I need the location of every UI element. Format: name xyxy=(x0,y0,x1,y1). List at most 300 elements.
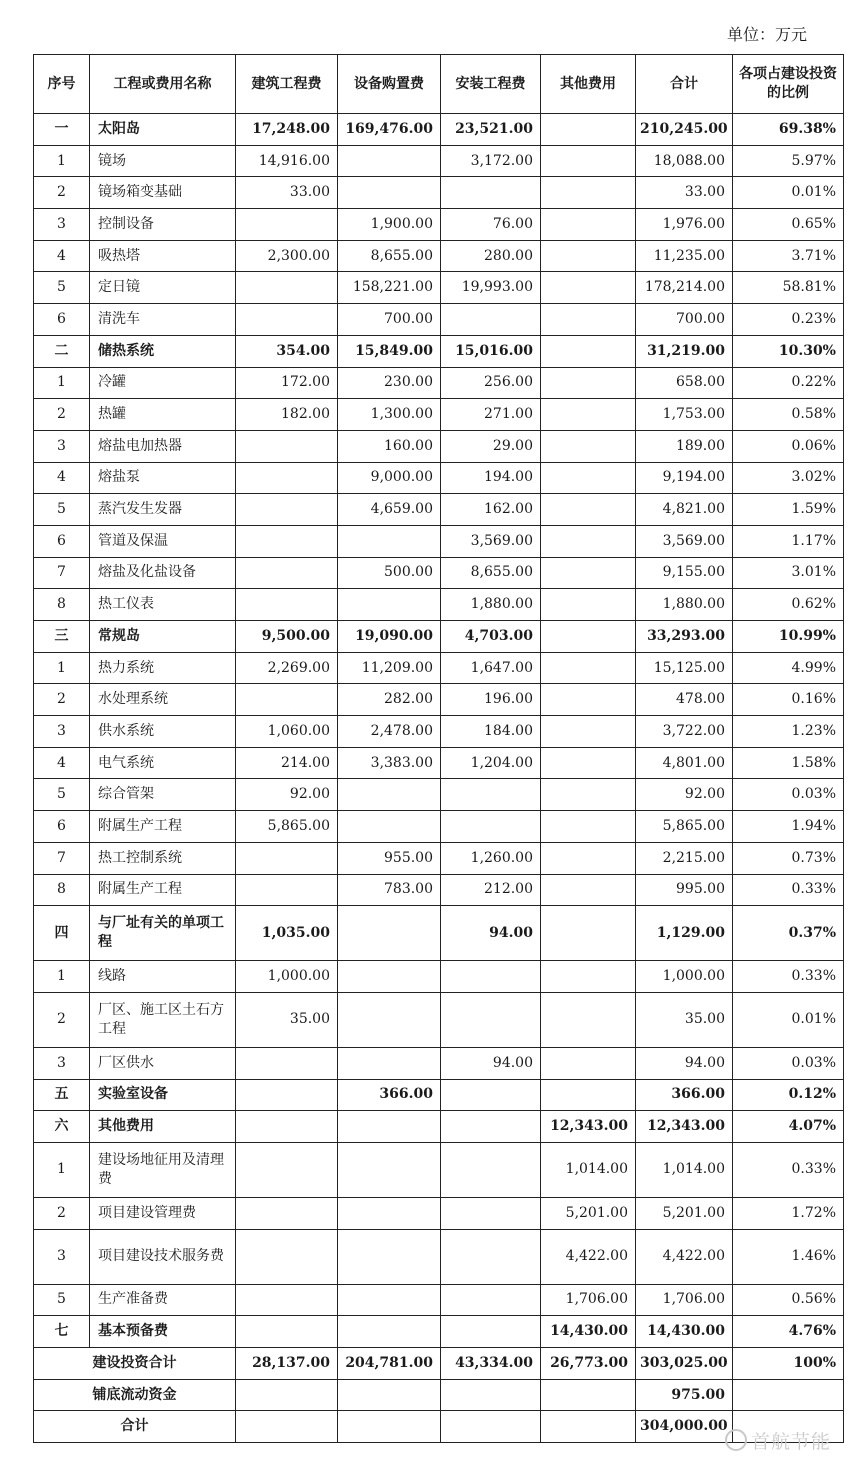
row-pct: 0.65% xyxy=(733,209,844,241)
row-no: 二 xyxy=(34,335,90,367)
row-name: 熔盐电加热器 xyxy=(90,430,236,462)
summary-install xyxy=(441,1379,541,1411)
row-install: 280.00 xyxy=(441,240,541,272)
row-no: 四 xyxy=(34,906,90,961)
row-pct: 0.33% xyxy=(733,961,844,993)
row-total: 5,201.00 xyxy=(636,1197,733,1229)
header-pct: 各项占建设投资的比例 xyxy=(733,55,844,114)
table-row xyxy=(34,1079,844,1111)
row-other xyxy=(541,494,636,526)
table-row xyxy=(34,114,844,146)
row-name: 控制设备 xyxy=(90,209,236,241)
row-equip: 230.00 xyxy=(338,367,441,399)
row-total: 33,293.00 xyxy=(636,621,733,653)
row-pct: 4.76% xyxy=(733,1316,844,1348)
row-install: 1,204.00 xyxy=(441,747,541,779)
row-name: 附属生产工程 xyxy=(90,874,236,906)
summary-total: 304,000.00 xyxy=(636,1411,733,1443)
row-other xyxy=(541,589,636,621)
row-total: 995.00 xyxy=(636,874,733,906)
row-pct: 1.23% xyxy=(733,716,844,748)
row-build xyxy=(236,430,338,462)
table-row xyxy=(34,992,844,1047)
row-other xyxy=(541,906,636,961)
summary-row xyxy=(34,1411,844,1443)
row-equip xyxy=(338,1284,441,1316)
row-total: 4,821.00 xyxy=(636,494,733,526)
row-name: 热工仪表 xyxy=(90,589,236,621)
summary-equip xyxy=(338,1411,441,1443)
row-no: 1 xyxy=(34,1142,90,1197)
row-build xyxy=(236,1284,338,1316)
row-no: 七 xyxy=(34,1316,90,1348)
row-name: 线路 xyxy=(90,961,236,993)
row-pct: 0.01% xyxy=(733,177,844,209)
row-name: 熔盐泵 xyxy=(90,462,236,494)
row-equip: 11,209.00 xyxy=(338,652,441,684)
row-no: 6 xyxy=(34,525,90,557)
row-no: 5 xyxy=(34,494,90,526)
row-install: 1,260.00 xyxy=(441,842,541,874)
row-name: 太阳岛 xyxy=(90,114,236,146)
row-name: 供水系统 xyxy=(90,716,236,748)
row-equip: 19,090.00 xyxy=(338,621,441,653)
row-build xyxy=(236,272,338,304)
table-row xyxy=(34,1316,844,1348)
watermark-text: 首航节能 xyxy=(750,1431,831,1453)
header-name: 工程或费用名称 xyxy=(90,55,236,114)
row-other xyxy=(541,779,636,811)
row-install xyxy=(441,1111,541,1143)
table-row xyxy=(34,272,844,304)
row-pct: 0.01% xyxy=(733,992,844,1047)
row-no: 4 xyxy=(34,462,90,494)
table-row xyxy=(34,1197,844,1229)
row-install: 162.00 xyxy=(441,494,541,526)
row-pct: 1.46% xyxy=(733,1229,844,1284)
summary-pct xyxy=(733,1379,844,1411)
row-no: 4 xyxy=(34,240,90,272)
row-other: 1,014.00 xyxy=(541,1142,636,1197)
row-equip: 282.00 xyxy=(338,684,441,716)
table-row xyxy=(34,209,844,241)
table-row xyxy=(34,961,844,993)
row-install: 8,655.00 xyxy=(441,557,541,589)
row-name: 电气系统 xyxy=(90,747,236,779)
row-equip xyxy=(338,525,441,557)
row-equip xyxy=(338,145,441,177)
row-equip xyxy=(338,1316,441,1348)
row-name: 项目建设管理费 xyxy=(90,1197,236,1229)
summary-label: 铺底流动资金 xyxy=(34,1379,236,1411)
row-no: 五 xyxy=(34,1079,90,1111)
row-name: 其他费用 xyxy=(90,1111,236,1143)
row-install: 3,172.00 xyxy=(441,145,541,177)
row-total: 2,215.00 xyxy=(636,842,733,874)
row-name: 与厂址有关的单项工程 xyxy=(90,906,236,961)
row-name: 储热系统 xyxy=(90,335,236,367)
row-no: 7 xyxy=(34,842,90,874)
row-pct: 0.06% xyxy=(733,430,844,462)
table-row xyxy=(34,779,844,811)
row-total: 658.00 xyxy=(636,367,733,399)
row-equip: 15,849.00 xyxy=(338,335,441,367)
table-row xyxy=(34,652,844,684)
row-build: 17,248.00 xyxy=(236,114,338,146)
row-equip xyxy=(338,1142,441,1197)
row-no: 3 xyxy=(34,209,90,241)
row-other xyxy=(541,145,636,177)
summary-pct: 100% xyxy=(733,1348,844,1380)
row-total: 210,245.00 xyxy=(636,114,733,146)
summary-build xyxy=(236,1379,338,1411)
row-no: 5 xyxy=(34,1284,90,1316)
row-install xyxy=(441,1284,541,1316)
summary-row xyxy=(34,1379,844,1411)
header-build: 建筑工程费 xyxy=(236,55,338,114)
row-install xyxy=(441,1142,541,1197)
row-other: 14,430.00 xyxy=(541,1316,636,1348)
row-no: 3 xyxy=(34,716,90,748)
row-equip xyxy=(338,992,441,1047)
row-total: 5,865.00 xyxy=(636,811,733,843)
row-build: 354.00 xyxy=(236,335,338,367)
row-pct: 3.01% xyxy=(733,557,844,589)
row-equip xyxy=(338,1197,441,1229)
row-no: 2 xyxy=(34,684,90,716)
table-row xyxy=(34,462,844,494)
row-name: 清洗车 xyxy=(90,304,236,336)
row-install: 184.00 xyxy=(441,716,541,748)
row-build xyxy=(236,684,338,716)
row-pct: 0.62% xyxy=(733,589,844,621)
summary-label: 合计 xyxy=(34,1411,236,1443)
summary-label: 建设投资合计 xyxy=(34,1348,236,1380)
row-no: 2 xyxy=(34,1197,90,1229)
row-no: 3 xyxy=(34,1047,90,1079)
row-equip xyxy=(338,1047,441,1079)
row-other xyxy=(541,684,636,716)
row-no: 2 xyxy=(34,399,90,431)
row-other xyxy=(541,874,636,906)
row-pct: 10.30% xyxy=(733,335,844,367)
row-total: 478.00 xyxy=(636,684,733,716)
row-other xyxy=(541,430,636,462)
row-equip: 160.00 xyxy=(338,430,441,462)
row-other: 4,422.00 xyxy=(541,1229,636,1284)
row-no: 7 xyxy=(34,557,90,589)
row-pct: 0.37% xyxy=(733,906,844,961)
row-total: 1,706.00 xyxy=(636,1284,733,1316)
row-pct: 0.33% xyxy=(733,874,844,906)
row-no: 六 xyxy=(34,1111,90,1143)
row-build xyxy=(236,209,338,241)
row-install xyxy=(441,1229,541,1284)
row-equip: 4,659.00 xyxy=(338,494,441,526)
row-name: 附属生产工程 xyxy=(90,811,236,843)
row-install: 29.00 xyxy=(441,430,541,462)
row-equip xyxy=(338,961,441,993)
row-name: 镜场箱变基础 xyxy=(90,177,236,209)
row-build: 2,269.00 xyxy=(236,652,338,684)
row-total: 33.00 xyxy=(636,177,733,209)
row-other xyxy=(541,335,636,367)
row-install: 194.00 xyxy=(441,462,541,494)
table-row xyxy=(34,1229,844,1284)
row-build: 172.00 xyxy=(236,367,338,399)
table-row xyxy=(34,811,844,843)
row-build xyxy=(236,1142,338,1197)
table-row xyxy=(34,874,844,906)
row-build xyxy=(236,494,338,526)
row-equip: 1,900.00 xyxy=(338,209,441,241)
table-row xyxy=(34,367,844,399)
row-total: 1,753.00 xyxy=(636,399,733,431)
row-other xyxy=(541,367,636,399)
row-install xyxy=(441,811,541,843)
row-pct: 0.22% xyxy=(733,367,844,399)
row-no: 一 xyxy=(34,114,90,146)
row-build xyxy=(236,1111,338,1143)
row-build: 1,035.00 xyxy=(236,906,338,961)
table-row xyxy=(34,304,844,336)
row-build xyxy=(236,842,338,874)
table-row xyxy=(34,557,844,589)
row-install xyxy=(441,177,541,209)
row-other xyxy=(541,747,636,779)
row-build: 2,300.00 xyxy=(236,240,338,272)
row-other xyxy=(541,399,636,431)
row-pct: 0.58% xyxy=(733,399,844,431)
row-total: 4,422.00 xyxy=(636,1229,733,1284)
summary-equip xyxy=(338,1379,441,1411)
summary-other xyxy=(541,1411,636,1443)
row-no: 6 xyxy=(34,304,90,336)
row-install: 196.00 xyxy=(441,684,541,716)
row-build xyxy=(236,874,338,906)
row-no: 2 xyxy=(34,992,90,1047)
row-pct: 0.23% xyxy=(733,304,844,336)
row-total: 3,722.00 xyxy=(636,716,733,748)
row-pct: 1.59% xyxy=(733,494,844,526)
row-other xyxy=(541,304,636,336)
row-no: 5 xyxy=(34,272,90,304)
row-total: 12,343.00 xyxy=(636,1111,733,1143)
row-build xyxy=(236,1229,338,1284)
row-build xyxy=(236,1197,338,1229)
row-install: 94.00 xyxy=(441,1047,541,1079)
row-total: 14,430.00 xyxy=(636,1316,733,1348)
row-install: 15,016.00 xyxy=(441,335,541,367)
row-no: 三 xyxy=(34,621,90,653)
row-equip: 955.00 xyxy=(338,842,441,874)
row-other xyxy=(541,961,636,993)
row-build: 1,000.00 xyxy=(236,961,338,993)
row-install xyxy=(441,779,541,811)
row-build: 1,060.00 xyxy=(236,716,338,748)
row-no: 3 xyxy=(34,1229,90,1284)
row-other xyxy=(541,240,636,272)
row-no: 1 xyxy=(34,652,90,684)
row-build xyxy=(236,304,338,336)
row-name: 综合管架 xyxy=(90,779,236,811)
row-total: 9,155.00 xyxy=(636,557,733,589)
row-equip: 700.00 xyxy=(338,304,441,336)
row-install xyxy=(441,304,541,336)
row-other xyxy=(541,1047,636,1079)
wechat-icon xyxy=(725,1429,747,1451)
summary-build xyxy=(236,1411,338,1443)
row-build: 14,916.00 xyxy=(236,145,338,177)
row-name: 厂区供水 xyxy=(90,1047,236,1079)
row-no: 2 xyxy=(34,177,90,209)
row-no: 4 xyxy=(34,747,90,779)
row-no: 1 xyxy=(34,961,90,993)
table-row xyxy=(34,906,844,961)
summary-total: 975.00 xyxy=(636,1379,733,1411)
row-pct: 69.38% xyxy=(733,114,844,146)
row-equip: 3,383.00 xyxy=(338,747,441,779)
row-no: 8 xyxy=(34,589,90,621)
row-equip: 500.00 xyxy=(338,557,441,589)
row-total: 31,219.00 xyxy=(636,335,733,367)
row-install xyxy=(441,1079,541,1111)
row-other: 12,343.00 xyxy=(541,1111,636,1143)
table-row xyxy=(34,1284,844,1316)
table-row xyxy=(34,399,844,431)
row-pct: 3.02% xyxy=(733,462,844,494)
row-pct: 1.94% xyxy=(733,811,844,843)
row-pct: 0.16% xyxy=(733,684,844,716)
row-no: 3 xyxy=(34,430,90,462)
row-name: 热力系统 xyxy=(90,652,236,684)
row-other: 1,706.00 xyxy=(541,1284,636,1316)
row-install: 94.00 xyxy=(441,906,541,961)
row-no: 5 xyxy=(34,779,90,811)
row-equip xyxy=(338,811,441,843)
row-total: 700.00 xyxy=(636,304,733,336)
row-name: 厂区、施工区土石方工程 xyxy=(90,992,236,1047)
row-other xyxy=(541,1079,636,1111)
row-build: 182.00 xyxy=(236,399,338,431)
row-install: 76.00 xyxy=(441,209,541,241)
row-other xyxy=(541,114,636,146)
row-pct: 1.58% xyxy=(733,747,844,779)
header-total: 合计 xyxy=(636,55,733,114)
row-equip xyxy=(338,589,441,621)
row-install: 256.00 xyxy=(441,367,541,399)
row-build: 9,500.00 xyxy=(236,621,338,653)
row-pct: 5.97% xyxy=(733,145,844,177)
row-total: 366.00 xyxy=(636,1079,733,1111)
row-other: 5,201.00 xyxy=(541,1197,636,1229)
row-install: 19,993.00 xyxy=(441,272,541,304)
row-build xyxy=(236,589,338,621)
row-total: 1,014.00 xyxy=(636,1142,733,1197)
summary-other xyxy=(541,1379,636,1411)
row-name: 热工控制系统 xyxy=(90,842,236,874)
row-install xyxy=(441,992,541,1047)
row-other xyxy=(541,525,636,557)
row-equip: 169,476.00 xyxy=(338,114,441,146)
row-equip: 783.00 xyxy=(338,874,441,906)
summary-row xyxy=(34,1348,844,1380)
row-equip xyxy=(338,779,441,811)
row-name: 熔盐及化盐设备 xyxy=(90,557,236,589)
row-equip: 8,655.00 xyxy=(338,240,441,272)
row-pct: 58.81% xyxy=(733,272,844,304)
unit-label: 单位：万元 xyxy=(726,25,807,44)
row-total: 9,194.00 xyxy=(636,462,733,494)
table-row xyxy=(34,589,844,621)
row-pct: 1.17% xyxy=(733,525,844,557)
row-other xyxy=(541,811,636,843)
header-install: 安装工程费 xyxy=(441,55,541,114)
watermark xyxy=(725,1427,831,1454)
row-no: 6 xyxy=(34,811,90,843)
row-pct: 0.56% xyxy=(733,1284,844,1316)
row-total: 4,801.00 xyxy=(636,747,733,779)
table-row xyxy=(34,842,844,874)
row-other xyxy=(541,462,636,494)
row-name: 项目建设技术服务费 xyxy=(90,1229,236,1284)
row-no: 1 xyxy=(34,367,90,399)
row-pct: 0.33% xyxy=(733,1142,844,1197)
row-total: 189.00 xyxy=(636,430,733,462)
table-row xyxy=(34,240,844,272)
row-pct: 10.99% xyxy=(733,621,844,653)
row-pct: 3.71% xyxy=(733,240,844,272)
row-name: 冷罐 xyxy=(90,367,236,399)
row-other xyxy=(541,557,636,589)
row-name: 生产准备费 xyxy=(90,1284,236,1316)
row-other xyxy=(541,716,636,748)
table-row xyxy=(34,177,844,209)
row-other xyxy=(541,177,636,209)
row-total: 1,976.00 xyxy=(636,209,733,241)
row-name: 定日镜 xyxy=(90,272,236,304)
row-other xyxy=(541,992,636,1047)
table-row xyxy=(34,747,844,779)
row-install: 3,569.00 xyxy=(441,525,541,557)
row-build xyxy=(236,462,338,494)
row-pct: 0.73% xyxy=(733,842,844,874)
row-build: 214.00 xyxy=(236,747,338,779)
row-install: 1,647.00 xyxy=(441,652,541,684)
row-other xyxy=(541,272,636,304)
row-name: 水处理系统 xyxy=(90,684,236,716)
row-equip xyxy=(338,1111,441,1143)
row-equip: 158,221.00 xyxy=(338,272,441,304)
row-build: 92.00 xyxy=(236,779,338,811)
row-other xyxy=(541,209,636,241)
row-other xyxy=(541,621,636,653)
row-name: 常规岛 xyxy=(90,621,236,653)
row-equip: 1,300.00 xyxy=(338,399,441,431)
table-row xyxy=(34,145,844,177)
row-build xyxy=(236,1079,338,1111)
row-equip: 9,000.00 xyxy=(338,462,441,494)
row-pct: 1.72% xyxy=(733,1197,844,1229)
row-pct: 0.03% xyxy=(733,779,844,811)
row-install: 271.00 xyxy=(441,399,541,431)
investment-table xyxy=(33,54,844,1443)
row-install: 1,880.00 xyxy=(441,589,541,621)
row-install: 23,521.00 xyxy=(441,114,541,146)
row-name: 管道及保温 xyxy=(90,525,236,557)
row-equip xyxy=(338,906,441,961)
row-total: 18,088.00 xyxy=(636,145,733,177)
